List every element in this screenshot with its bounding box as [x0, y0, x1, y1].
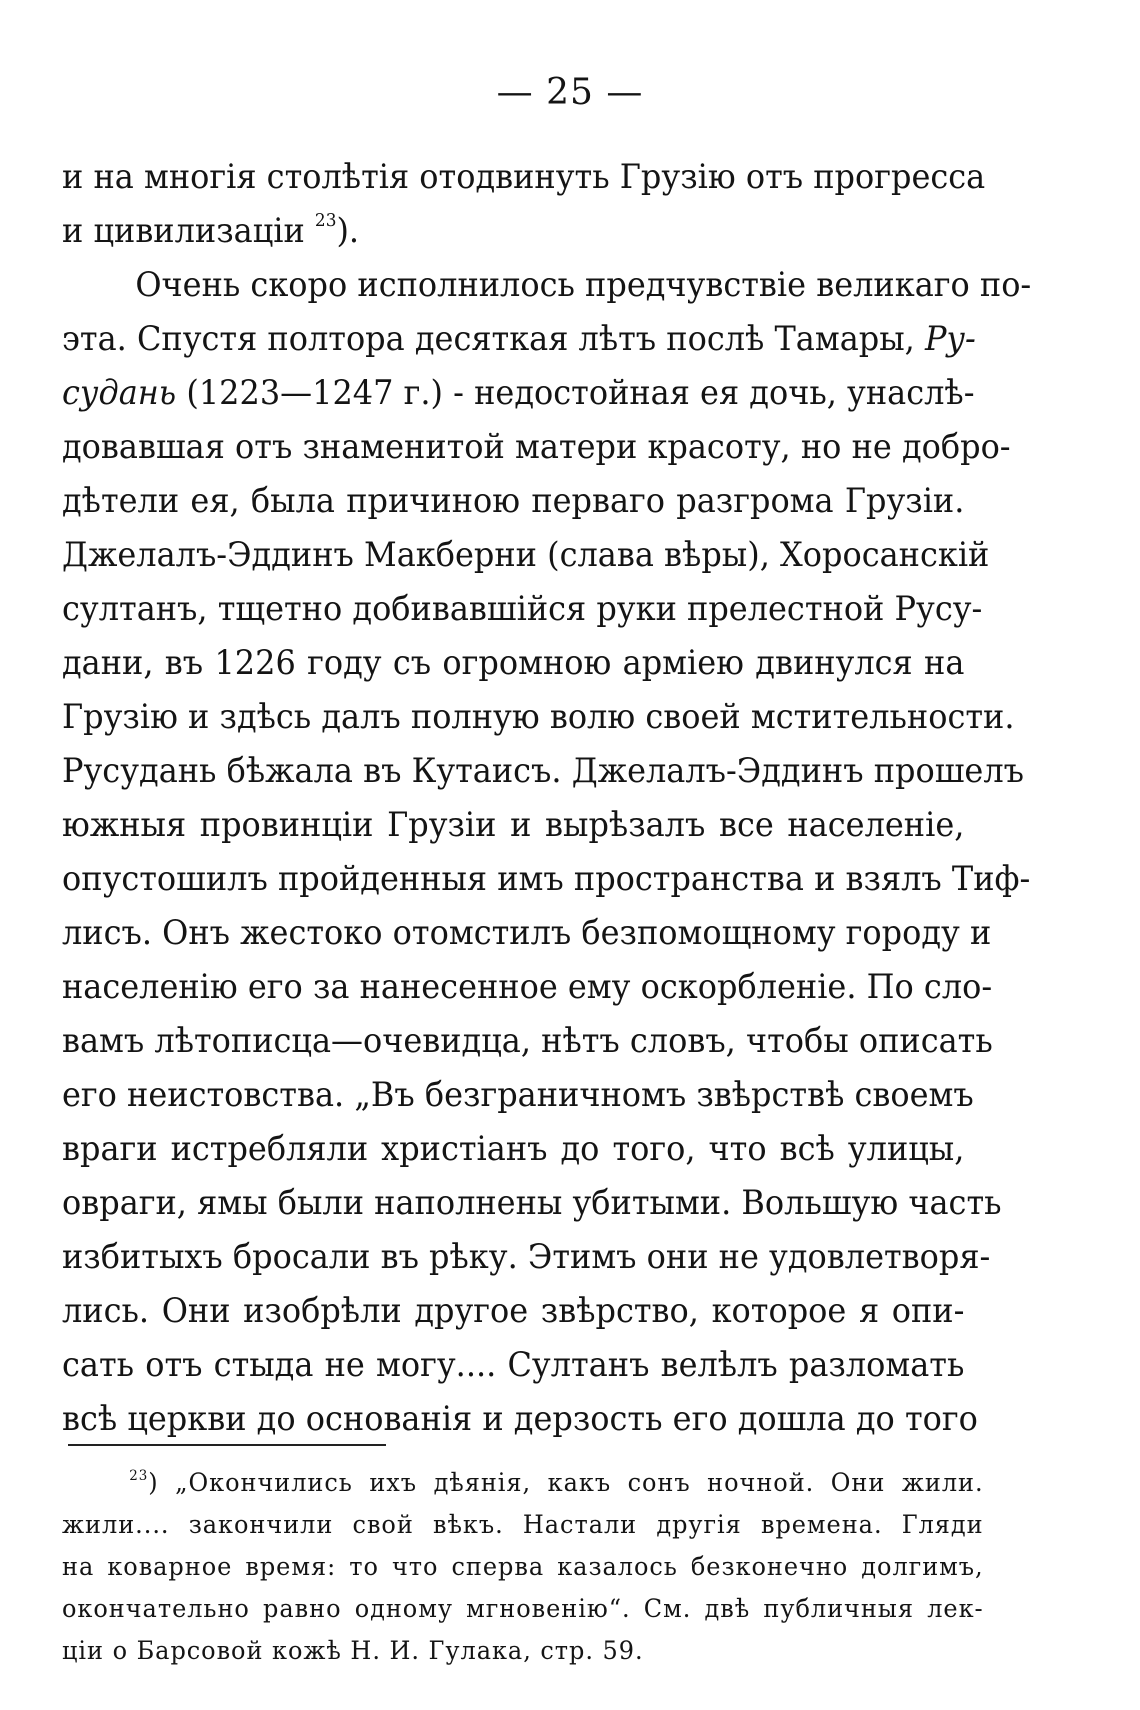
footnote-marker: 23 [129, 1468, 149, 1484]
text-run: сать отъ стыда не могу.... Султанъ велѣлъ разломать [62, 1345, 965, 1385]
footnote-line [62, 1630, 984, 1672]
text-run: Грузію и здѣсь далъ полную волю своей мстительности. [62, 697, 1015, 737]
text-line [62, 312, 976, 366]
paragraph-first-line [62, 258, 1032, 312]
text-run: опустошилъ пройденныя имъ пространства и взялъ Тиф- [62, 859, 1031, 899]
text-run: и на многія столѣтія отодвинуть Грузію отъ прогресса [62, 157, 986, 197]
main-text [62, 150, 1032, 1446]
footnote-text: на коварное время: то что сперва казалось безконечно долгимъ, [62, 1552, 984, 1581]
text-run: эта. Спустя полтора десяткая лѣтъ послѣ Тамары, [62, 319, 925, 359]
footnote-ref: 23 [314, 210, 337, 231]
text-line [62, 906, 992, 960]
text-run: овраги, ямы были наполнены убитыми. Вольшую часть [62, 1183, 1002, 1223]
text-line [62, 528, 990, 582]
text-run: его неистовства. „Въ безграничномъ звѣрствѣ своемъ [62, 1075, 974, 1115]
italic-name: судань [62, 373, 177, 413]
text-run: ). [336, 211, 360, 251]
text-run: Очень скоро исполнилось предчувствіе великаго по- [135, 265, 1032, 305]
text-line [62, 366, 975, 420]
footnote-line [62, 1546, 984, 1588]
text-run: южныя провинціи Грузіи и вырѣзалъ все населеніе, [62, 805, 965, 845]
text-line [62, 1176, 1002, 1230]
text-run: лись. Они изобрѣли другое звѣрство, которое я опи- [62, 1291, 965, 1331]
text-run: лисъ. Онъ жестоко отомстилъ безпомощному городу и [62, 913, 992, 953]
text-line [62, 1068, 974, 1122]
text-run: и цивилизаціи [62, 211, 315, 251]
footnote-text: окончательно равно одному мгновенію“. См. двѣ публичныя лек- [62, 1594, 984, 1623]
text-run: населенію его за нанесенное ему оскорбленіе. По сло- [62, 967, 993, 1007]
text-line [62, 1284, 964, 1338]
text-run: султанъ, тщетно добивавшійся руки прелестной Русу- [62, 589, 983, 629]
text-line [62, 744, 1024, 798]
footnote-line [62, 1504, 984, 1546]
text-line [62, 798, 964, 852]
text-line [62, 1338, 964, 1392]
text-line [62, 852, 1031, 906]
text-line [62, 582, 983, 636]
text-line [62, 1230, 991, 1284]
page-number: — 25 — [496, 72, 644, 113]
text-line [62, 150, 986, 204]
text-line [62, 1392, 978, 1446]
italic-name: Ру- [924, 319, 976, 359]
text-line [62, 474, 964, 528]
text-run: вамъ лѣтописца—очевидца, нѣтъ словъ, чтобы описать [62, 1021, 993, 1061]
text-run: Джелалъ-Эддинъ Макберни (слава вѣры), Хоросанскій [62, 535, 990, 575]
footnote-line [62, 1588, 984, 1630]
text-run: избитыхъ бросали въ рѣку. Этимъ они не удовлетворя- [62, 1237, 991, 1277]
footnote [62, 1462, 984, 1672]
text-run: дани, въ 1226 году съ огромною арміею двинулся на [62, 643, 965, 683]
text-line [62, 960, 993, 1014]
text-run: Русудань бѣжала въ Кутаисъ. Джелалъ-Эддинъ прошелъ [62, 751, 1024, 791]
text-line [62, 690, 1015, 744]
footnote-text: ціи о Барсовой кожѣ Н. И. Гулака, стр. 59. [62, 1636, 644, 1665]
text-line [62, 420, 1011, 474]
text-line [62, 1014, 993, 1068]
footnote-line [62, 1462, 984, 1504]
text-line [62, 204, 964, 258]
footnote-text: жили.... закончили свой вѣкъ. Настали другія времена. Гляди [62, 1510, 984, 1539]
footnote-text: ) „Окончились ихъ дѣянія, какъ сонъ ночной. Они жили. [148, 1468, 984, 1497]
text-run: довавшая отъ знаменитой матери красоту, но не добро- [62, 427, 1011, 467]
text-run: дѣтели ея, была причиною перваго разгрома Грузіи. [62, 481, 965, 521]
text-line [62, 1122, 964, 1176]
text-line [62, 636, 964, 690]
text-run: (1223—1247 г.) - недостойная ея дочь, унаслѣ- [176, 373, 975, 413]
text-run: всѣ церкви до основанія и дерзость его дошла до того [62, 1399, 978, 1439]
footnote-separator [68, 1444, 386, 1446]
text-run: враги истребляли христіанъ до того, что всѣ улицы, [62, 1129, 965, 1169]
